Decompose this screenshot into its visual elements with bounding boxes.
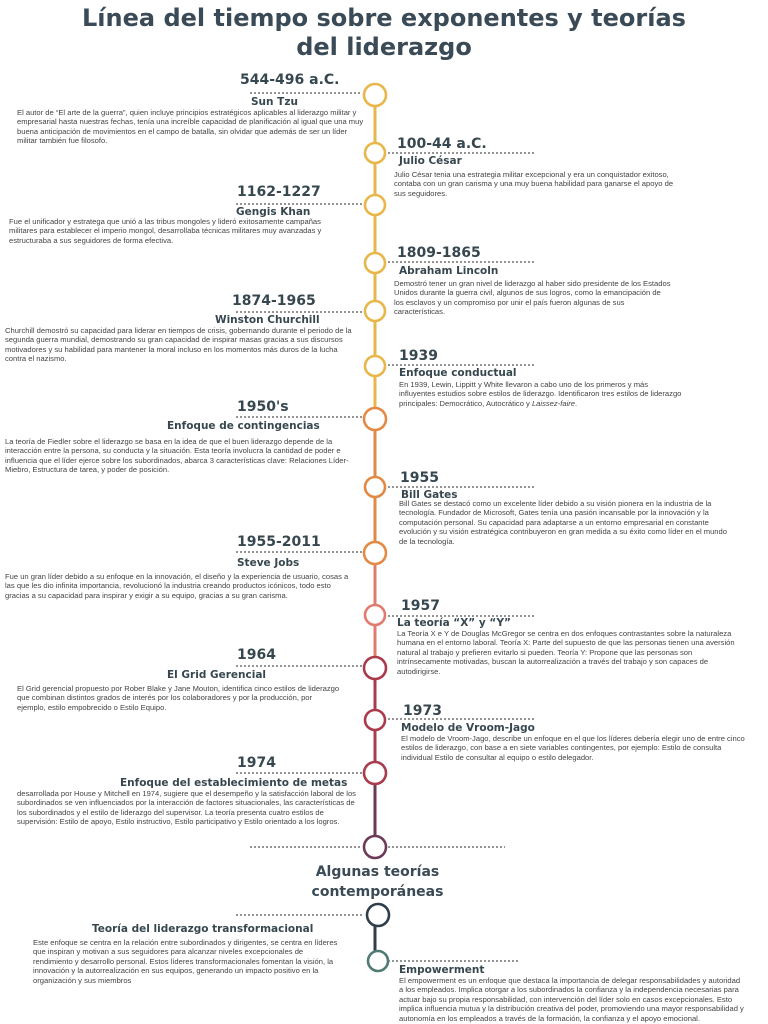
event-description: El Grid gerencial propuesto por Rober Blake y Jane Mouton, identifica cinco estilos de liderazgo que combinan distintos grados de interés por los colaboradores y por la producción, por ejemplo, estilo empobrecido o Estilo Equipo. bbox=[17, 684, 340, 712]
event-name: Enfoque conductual bbox=[399, 367, 517, 379]
event-name: El Grid Gerencial bbox=[167, 669, 267, 681]
event-description: Fue un gran líder debido a su enfoque en la innovación, el diseño y la experiencia de usuario, cosas a las que les dio infinita importancia, revolucionó la industria creando productos icónicos, todo esto gracias a su capacidad para inspirar y exigir a su equipo, gracias a su gran carisma. bbox=[5, 572, 349, 600]
timeline-node bbox=[365, 477, 385, 497]
event-description-italic: Laissez-faire bbox=[531, 398, 576, 408]
timeline-node bbox=[364, 836, 386, 858]
event-description: Churchill demostró su capacidad para liderar en tiempos de crisis, gobernando durante el periodo de la segunda guerra mundial, demostrando su gran capacidad de inspirar masas gracias a sus discursos motivadores y su habilidad para mantener la moral incluso en los momentos más duros de la lucha contra el nazismo. bbox=[5, 326, 352, 364]
event-name: Enfoque del establecimiento de metas bbox=[120, 777, 348, 789]
event-year: 1939 bbox=[399, 348, 438, 364]
timeline-node bbox=[365, 143, 385, 163]
event-year: 1957 bbox=[401, 598, 440, 614]
event-year: 1162-1227 bbox=[237, 184, 321, 200]
event-year: 1809-1865 bbox=[397, 245, 481, 261]
event-year: 1955-2011 bbox=[237, 534, 321, 550]
event-description: La teoría de Fiedler sobre el liderazgo se basa en la idea de que el buen liderazgo depende de la interacción entre la persona, su conducta y la situación. Esta teoría involucra la cantidad de poder e influencia que el líder ejerce sobre los subordinados, abarca 3 características clave: Relaciones Líder-Miebro, Estructura de tarea, y poder de posición. bbox=[5, 437, 349, 475]
event-name: La teoría “X” y “Y” bbox=[397, 617, 511, 629]
event-description: Julio César tenia una estrategia militar excepcional y era un conquistador exitoso, contaba con un gran carisma y una muy buena habilidad para ganarse el apoyo de sus seguidores. bbox=[394, 170, 674, 198]
event-year: 1964 bbox=[237, 647, 276, 663]
event-description-end: . bbox=[575, 398, 578, 408]
event-description: desarrollada por House y Mitchell en 1974, sugiere que el desempeño y la satisfacción laboral de los subordinados se ven influenciados por la interacción de factores situacionales, las características de los subordinados y el estilo de liderazgo del supervisor. La teoría presenta cuatro estilos de supervisión: Estilo de apoyo, Estilo instructivo, Estilo participativo y Estilo orientado a los logros. bbox=[17, 789, 356, 827]
timeline-node bbox=[368, 951, 388, 971]
event-name: Sun Tzu bbox=[251, 96, 298, 108]
event-description: Demostró tener un gran nivel de liderazgo al haber sido presidente de los Estados Unidos durante la guerra civil, algunos de sus logros, como la emancipación de los esclavos y un compromiso por unir el país fueron algunas de sus características. bbox=[394, 279, 671, 317]
event-name: Modelo de Vroom-Jago bbox=[401, 722, 535, 734]
event-description bbox=[399, 380, 684, 408]
event-year: 1874-1965 bbox=[232, 293, 316, 309]
title-line-2: del liderazgo bbox=[296, 33, 472, 61]
timeline-node bbox=[367, 904, 389, 926]
event-name: Gengis Khan bbox=[236, 206, 311, 218]
event-description: La Teoría X e Y de Douglas McGregor se centra en dos enfoques contrastantes sobre la naturaleza humana en el entorno laboral. Teoría X: Parte del supuesto de que las personas tienen una aversión natural al trabajo y prefieren evitarlo si pueden. Teoría Y: Propone que las personas son intrínsecamente motivadas, buscan la autorrealización a través del trabajo y son capaces de autodirigirse. bbox=[397, 629, 735, 676]
event-description: El modelo de Vroom-Jago, describe un enfoque en el que los líderes debería elegir uno de entre cinco estilos de liderazgo, con base a en siete variables contingentes, por ejemplo: Estilo de consulta individual Estilo de consultar al equipo o estilo delegador. bbox=[401, 734, 745, 762]
theory-name: Teoría del liderazgo transformacional bbox=[92, 923, 314, 935]
timeline-node bbox=[365, 605, 385, 625]
event-year: 1950's bbox=[237, 399, 289, 415]
theory-name: Empowerment bbox=[399, 964, 485, 976]
section-title-line-2: contemporáneas bbox=[311, 884, 444, 900]
event-year: 1974 bbox=[237, 755, 276, 771]
event-name: Steve Jobs bbox=[237, 557, 300, 569]
event-year: 1955 bbox=[400, 470, 439, 486]
section-title-line-1: Algunas teorías bbox=[315, 864, 440, 880]
event-year: 544-496 a.C. bbox=[240, 72, 340, 88]
section-title-contemporary bbox=[240, 862, 515, 902]
event-description: Fue el unificador y estratega que unió a las tribus mongoles y lideró exitosamente campañas militares para establecer el imperio mongol, desarrollaba técnicas militares muy avanzadas y estructuraba a sus seguidores de forma efectiva. bbox=[9, 217, 322, 245]
timeline-node bbox=[364, 84, 386, 106]
theory-description: Este enfoque se centra en la relación entre subordinados y dirigentes, se centra en líderes que inspiran y motivan a sus seguidores para alcanzar niveles excepcionales de rendimiento y desarrollo personal. Estos líderes transformacionales fomentan la visión, la innovación y la autorrealización en sus equipos, generando un impacto positivo en la organización y sus miembros bbox=[33, 938, 338, 985]
timeline-node bbox=[364, 762, 386, 784]
event-year: 1973 bbox=[403, 703, 442, 719]
event-name: Bill Gates bbox=[401, 489, 458, 501]
timeline-node bbox=[365, 301, 385, 321]
timeline-node bbox=[365, 253, 385, 273]
event-description: Bill Gates se destacó como un excelente líder debido a su visión pionera en la industria de la tecnología. Fundador de Microsoft, Gates tenía una pasión incansable por la innovación y la computación personal. Su capacidad para adaptarse a un entorno empresarial en constante evolución y su visión estratégica contribuyeron en gran medida a su éxito como líder en el mundo de la tecnología. bbox=[399, 499, 727, 546]
event-name: Abraham Lincoln bbox=[399, 265, 499, 277]
event-name: Winston Churchill bbox=[215, 314, 320, 326]
event-year: 100-44 a.C. bbox=[397, 136, 487, 152]
event-name: Enfoque de contingencias bbox=[167, 420, 320, 432]
timeline-node bbox=[365, 356, 385, 376]
timeline-node bbox=[365, 195, 385, 215]
title-line-1: Línea del tiempo sobre exponentes y teorías bbox=[82, 4, 686, 32]
event-description-text: En 1939, Lewin, Lippitt y White llevaron a cabo uno de los primeros y más influyentes estudios sobre estilos de liderazgo. Identificaron tres estilos de liderazgo principales: Democrático, Autocrático y bbox=[399, 380, 682, 408]
event-description: El autor de “El arte de la guerra”, quien incluye principios estratégicos aplicables al liderazgo militar y empresarial hasta nuestras fechas, tenía una increíble capacidad de planificación al igual que una muy buena anticipación de movimientos en el campo de batalla, sin olvidar que además de ser un líder militar también fue filosofo. bbox=[17, 108, 364, 146]
timeline-node bbox=[364, 542, 386, 564]
timeline-node bbox=[365, 710, 385, 730]
event-name: Julio César bbox=[399, 155, 462, 167]
timeline-node bbox=[364, 408, 386, 430]
timeline-node bbox=[364, 657, 386, 679]
theory-description: El empowerment es un enfoque que destaca la importancia de delegar responsabilidades y autoridad a los empleados. Implica otorgar a los subordinados la confianza y la independencia necesarias para actuar bajo su propia responsabilidad, con intervención del líder solo en casos excepcionales. Esto implica influencia mutua y la distribución creativa del poder, promoviendo una mayor responsabilidad y autonomía en los empleados a través de la formación, la confianza y el apoyo emocional. bbox=[399, 976, 744, 1023]
